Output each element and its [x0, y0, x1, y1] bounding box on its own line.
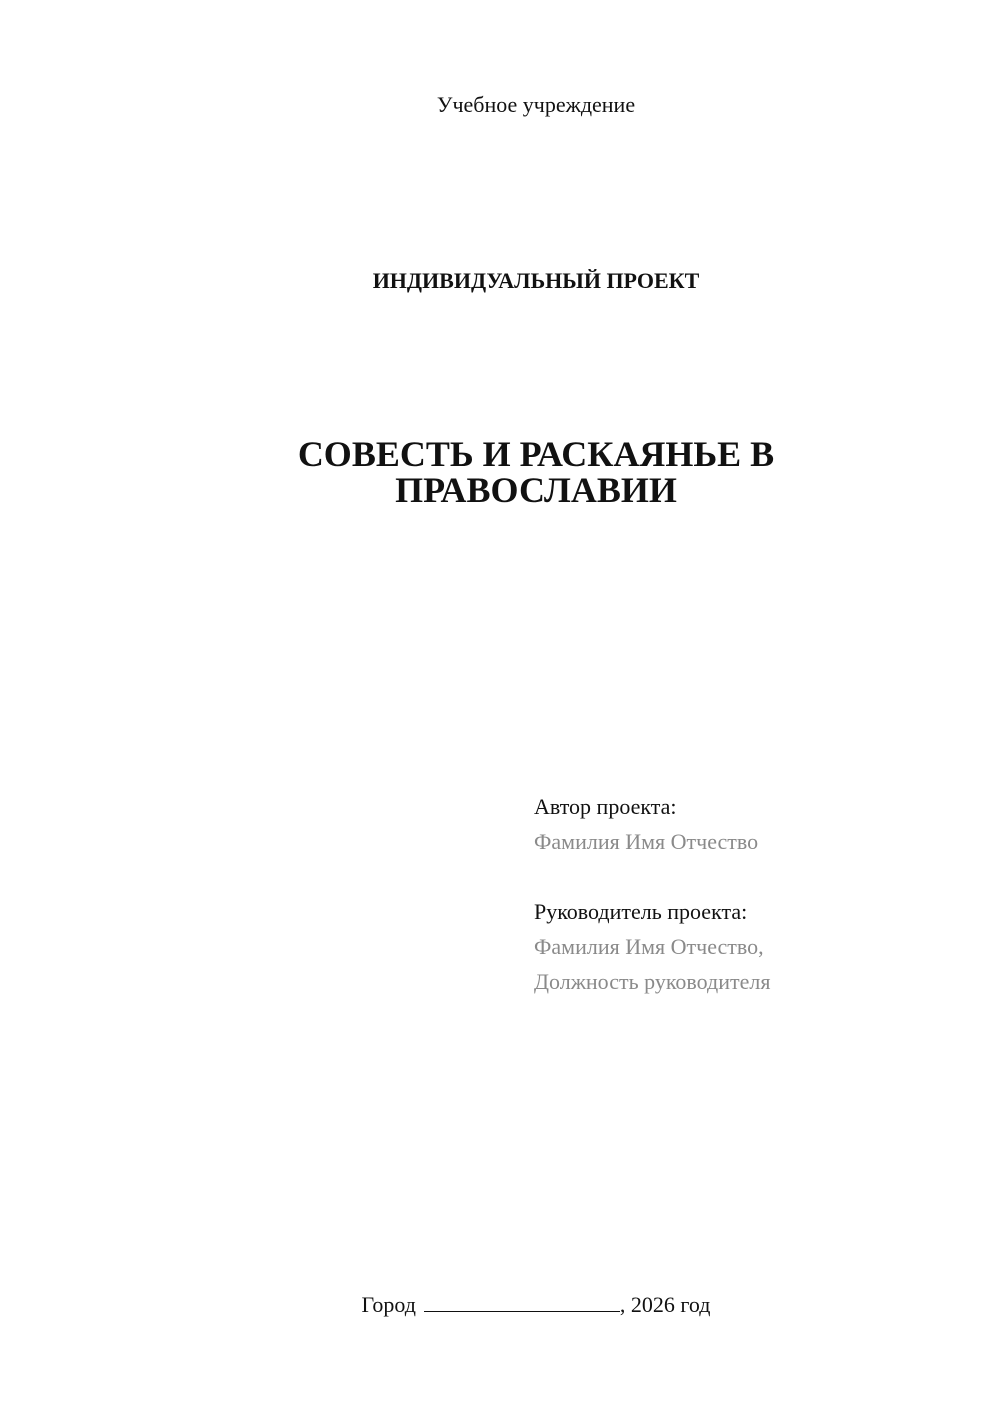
- project-info: [534, 789, 954, 999]
- institution-name: Учебное учреждение: [436, 92, 636, 117]
- year-text: , 2026 год: [619, 1292, 711, 1317]
- footer-city-year: [0, 1290, 1000, 1320]
- supervisor-position: Должность руководителя: [534, 969, 771, 994]
- author-name: Фамилия Имя Отчество: [534, 829, 759, 854]
- project-title: [250, 436, 822, 508]
- project-title-line-2: ПРАВОСЛАВИИ: [395, 470, 677, 510]
- city-label: Город: [361, 1292, 416, 1317]
- supervisor-name: Фамилия Имя Отчество,: [534, 934, 764, 959]
- city-blank-line: [424, 1290, 620, 1312]
- info-spacer: [534, 859, 954, 894]
- document-type: ИНДИВИДУАЛЬНЫЙ ПРОЕКТ: [372, 268, 700, 293]
- supervisor-label: Руководитель проекта:: [534, 899, 748, 924]
- project-title-line-1: СОВЕСТЬ И РАСКАЯНЬЕ В: [297, 434, 775, 474]
- author-label: Автор проекта:: [534, 794, 677, 819]
